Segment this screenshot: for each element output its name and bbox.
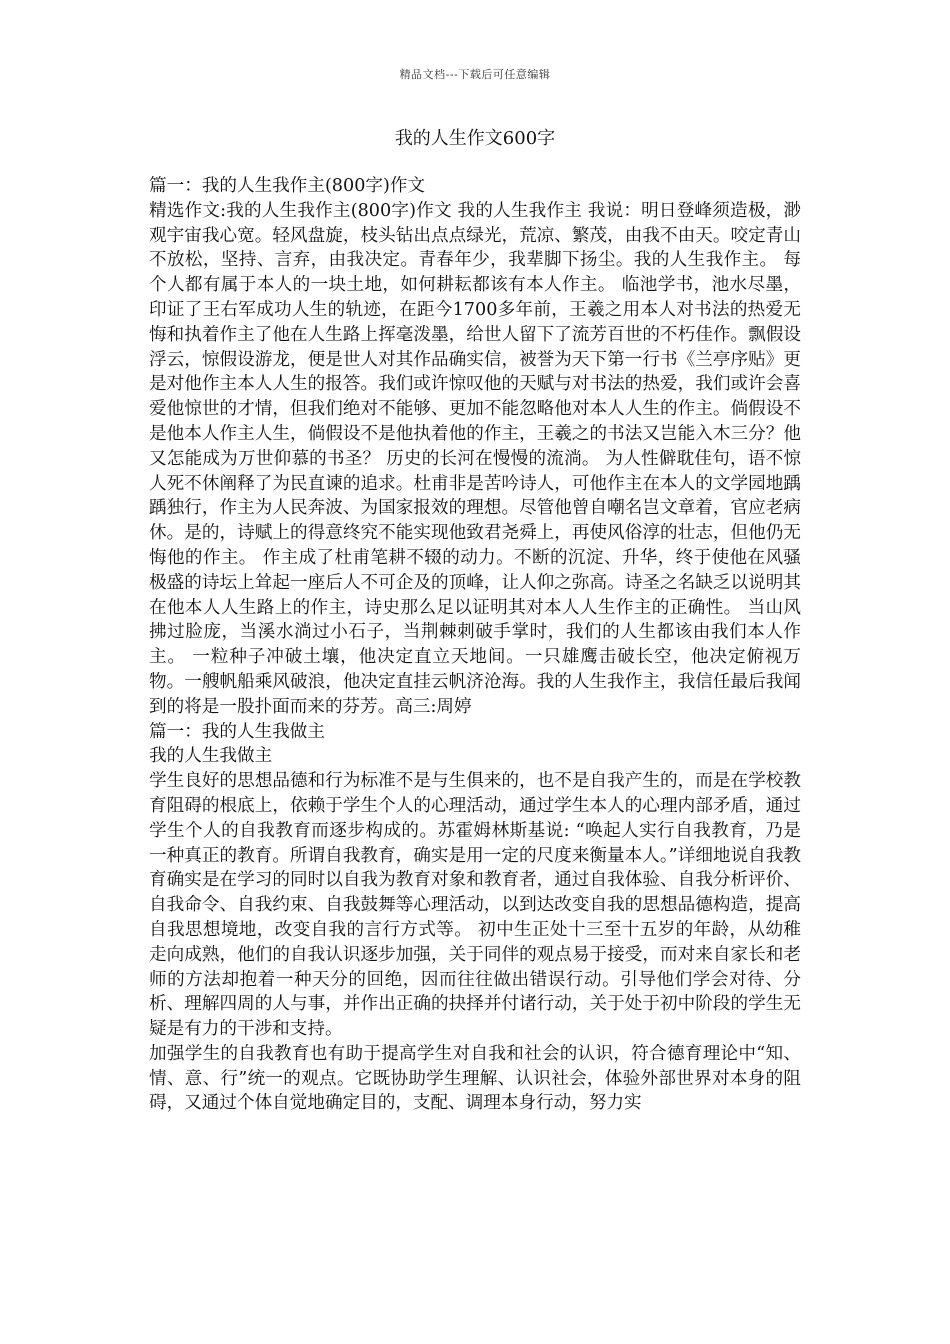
page-header-note: 精品文档---下载后可任意编辑 — [399, 68, 551, 81]
body-paragraph: 加强学生的自我教育也有助于提高学生对自我和社会的认识，符合德育理论中“知、情、意、行”统一的观点。它既协助学生理解、认识社会，体验外部世界对本身的阻碍，又通过个体自觉地确定目的，支配、调理本身行动，努力实 — [149, 1043, 801, 1114]
body-paragraph: 精选作文:我的人生我作主(800字)作文 我的人生我作主 我说：明日登峰须造极，渺观宇宙我心宽。轻风盘旋，枝头钻出点点绿光，荒凉、繁茂，由我不由天。咬定青山不放松，坚持、言弃，由我决定。青春年少，我辈脚下扬尘。我的人生我作主。 每个人都有属于本人的一块土地，如何耕耘都该有本人作主。 临池学书，池水尽墨，印证了王右军成功人生的轨迹，在距今1700多年前，王羲之用本人对书法的热爱无悔和执着作主了他在人生路上挥毫泼墨，给世人留下了流芳百世的不朽佳作。飘假设浮云，惊假设游龙，便是世人对其作品确实信，被誉为天下第一行书《兰亭序贴》更是对他作主本人人生的报答。我们或许惊叹他的天赋与对书法的热爱，我们或许会喜爱他惊世的才情，但我们绝对不能够、更加不能忽略他对本人人生的作主。倘假设不是他本人作主人生，倘假设不是他执着他的作主，王羲之的书法又岂能入木三分？他又怎能成为万世仰慕的书圣？ 历史的长河在慢慢的流淌。 为人性僻耽佳句，语不惊人死不休阐释了为民直谏的追求。杜甫非是苦吟诗人，可他作主在本人的文学园地踽踽独行，作主为人民奔波、为国家报效的理想。尽管他曾自嘲名岂文章着，官应老病休。是的，诗赋上的得意终究不能实现他致君尧舜上，再使风俗淳的壮志，但他仍无悔他的作主。 作主成了杜甫笔耕不辍的动力。不断的沉淀、升华，终于使他在风骚极盛的诗坛上耸起一座后人不可企及的顶峰，让人仰之弥高。诗圣之名缺乏以说明其在他本人人生路上的作主，诗史那么足以证明其对本人人生作主的正确性。 当山风拂过脸庞，当溪水淌过小石子，当荆棘刺破手掌时，我们的人生都该由我们本人作主。 一粒种子冲破土壤，他决定直立天地间。一只雄鹰击破长空，他决定俯视万物。一艘帆船乘风破浪，他决定直挂云帆济沧海。我的人生我作主，我信任最后我闻到的将是一股扑面而来的芬芳。高三:周婷 — [149, 200, 801, 717]
document-body — [149, 174, 801, 1116]
section-heading: 篇一：我的人生我作主(800字)作文 — [149, 176, 426, 196]
body-paragraph: 学生良好的思想品德和行为标准不是与生俱来的，也不是自我产生的，而是在学校教育阻碍的根底上，依赖于学生个人的心理活动，通过学生本人的心理内部矛盾，通过学生个人的自我教育而逐步构成的。苏霍姆林斯基说: “唤起人实行自我教育，乃是一种真正的教育。所谓自我教育，确实是用一定的尺度来衡量本人。”详细地说自我教育确实是在学习的同时以自我为教育对象和教育者，通过自我体验、自我分析评价、自我命令、自我约束、自我鼓舞等心理活动，以到达改变自我的思想品德构造，提高自我思想境地，改变自我的言行方式等。 初中生正处十三至十五岁的年龄，从幼稚走向成熟，他们的自我认识逐步加强，关于同伴的观点易于接受，而对来自家长和老师的方法却抱着一种天分的回绝，因而往往做出错误行动。引导他们学会对待、分析、理解四周的人与事，并作出正确的抉择并付诸行动，关于处于初中阶段的学生无疑是有力的干涉和支持。 — [149, 771, 801, 1040]
body-paragraph: 我的人生我做主 — [149, 746, 273, 767]
document-title: 我的人生作文600字 — [394, 128, 556, 149]
section-heading: 篇一：我的人生我做主 — [149, 721, 325, 742]
